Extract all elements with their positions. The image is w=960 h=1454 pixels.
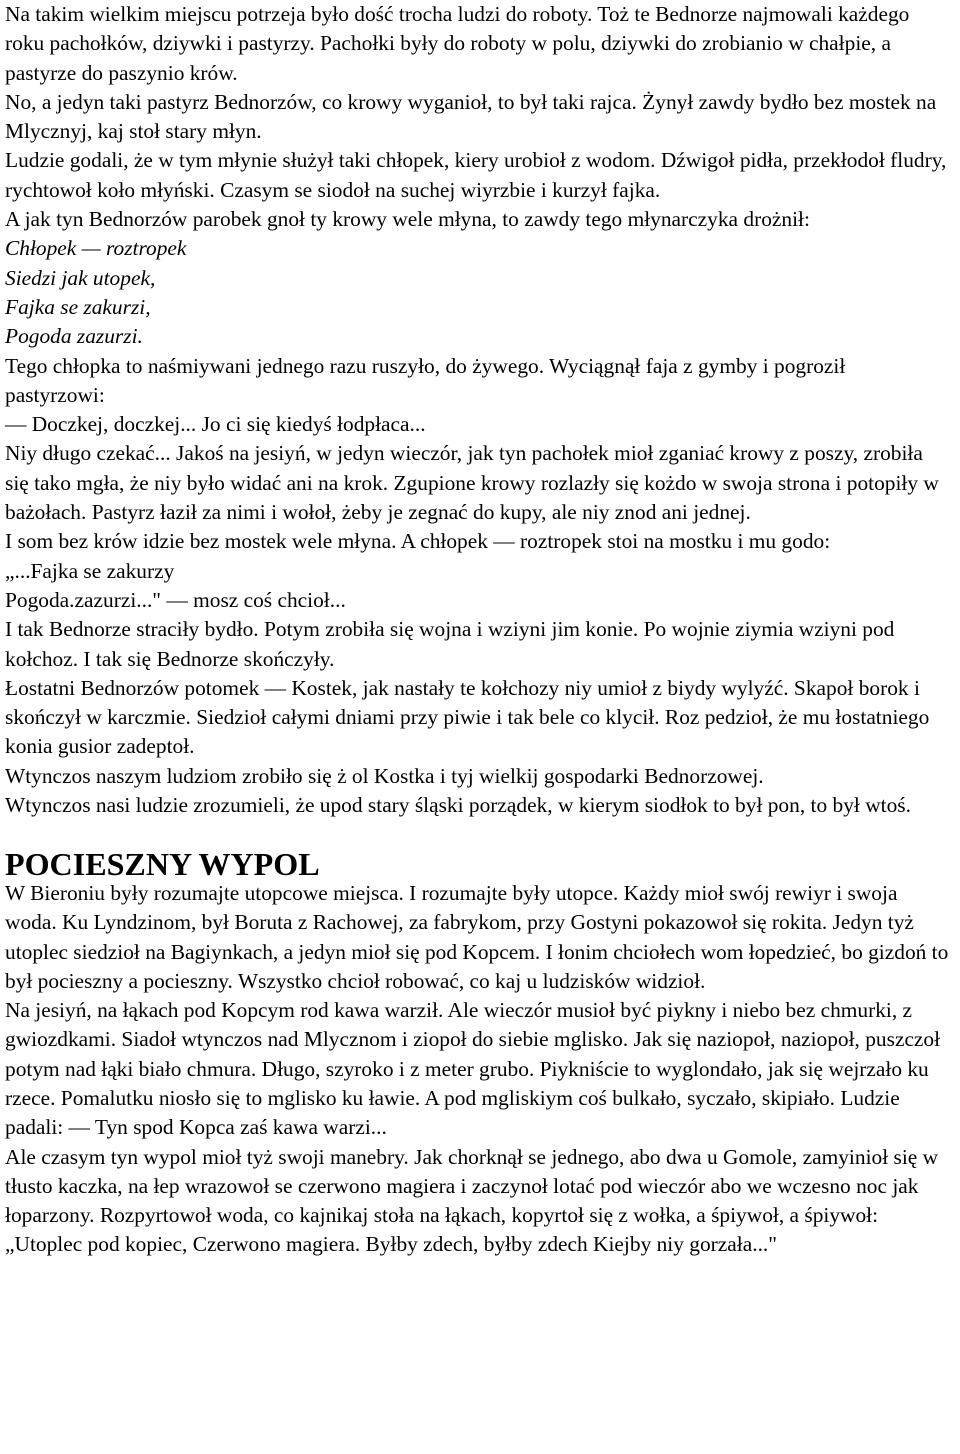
- quote-line: „...Fajka se zakurzy: [5, 558, 175, 583]
- paragraph: I som bez krów idzie bez mostek wele młyna. A chłopek — roztropek stoi na mostku i mu godo:: [5, 529, 831, 554]
- dialogue-line: — Doczkej, doczkej... Jo ci się kiedyś łodpłaca...: [5, 412, 426, 437]
- paragraph: Ludzie godali, że w tym młynie służył taki chłopek, kiery urobioł z wodom. Dźwigoł pidła, przekłodoł fludry, rychtowoł koło młyński. Czasym se siodoł na suchej wiyrzbie i kurzył fajka.: [5, 148, 947, 202]
- paragraph: I tak Bednorze straciły bydło. Potym zrobiła się wojna i wziyni jim konie. Po wojnie ziymia wziyni pod kołchoz. I tak się Bednorze skończyły.: [5, 617, 895, 671]
- verse-line: Fajka se zakurzi,: [5, 294, 151, 319]
- paragraph: Ale czasym tyn wypol mioł tyż swoji manebry. Jak chorknął se jednego, abo dwa u Gomole, zamyinioł się w tłusto kaczka, na łep wrazowoł se czerwono magiera i zaczynoł lotać pod wieczór abo we wczesno noc jak łoparzony. Rozpyrtowoł woda, co kajnikaj stoła na łąkach, kopyrtoł się z wołka, a śpiywoł, a śpiywoł:: [5, 1144, 939, 1228]
- paragraph: Tego chłopka to naśmiywani jednego razu ruszyło, do żywego. Wyciągnął faja z gymby i pogroził pastyrzowi:: [5, 353, 846, 407]
- paragraph: A jak tyn Bednorzów parobek gnoł ty krowy wele młyna, to zawdy tego młynarczyka drożnił:: [5, 207, 810, 232]
- paragraph: Wtynczos nasi ludzie zrozumieli, że upod stary śląski porządek, w kierym siodłok to był pon, to był wtoś.: [5, 793, 911, 818]
- paragraph: Wtynczos naszym ludziom zrobiło się ż ol Kostka i tyj wielkij gospodarki Bednorzowej.: [5, 763, 764, 788]
- paragraph: W Bieroniu były rozumajte utopcowe miejsca. I rozumajte były utopce. Każdy mioł swój rewiyr i swoja woda. Ku Lyndzinom, był Boruta z Rachowej, za fabrykom, przy Gostyni pokazowoł się rokita. Jedyn tyż utoplec siedzioł na Bagiynkach, a jedyn mioł się pod Kopcem. I łonim chciołech wom łopedzieć, bo gizdoń to był pocieszny a pocieszny. Wszystko chcioł robować, co kaj u ludzisków widzioł.: [5, 880, 949, 993]
- paragraph: No, a jedyn taki pastyrz Bednorzów, co krowy wyganioł, to był taki rajca. Żynył zawdy bydło bez mostek na Mlycznyj, kaj stoł stary młyn.: [5, 89, 937, 144]
- paragraph: Niy długo czekać... Jakoś na jesiyń, w jedyn wieczór, jak tyn pachołek mioł zganiać krowy z poszy, zrobiła się tako mgła, że niy było widać ani na krok. Zgupione krowy rozlazły się kożdo w swoja strona i potopiły w bażołach. Pastyrz łaził za nimi i wołoł, żeby je zegnać do kupy, ale niy znod ani jednej.: [5, 441, 939, 525]
- verse-line: Chłopek — roztropek: [5, 236, 187, 261]
- section-heading: POCIESZNY WYPOL: [5, 845, 320, 882]
- quote-line: „Utoplec pod kopiec, Czerwono magiera. Byłby zdech, byłby zdech Kiejby niy gorzała...": [5, 1232, 778, 1257]
- verse-line: Pogoda zazurzi.: [5, 324, 143, 349]
- paragraph: Łostatni Bednorzów potomek — Kostek, jak nastały te kołchozy niy umioł z biydy wylyźć. Skapoł borok i skończył w karczmie. Siedzioł całymi dniami przy piwie i tak bele co klycił. Roz pedzioł, że mu łostatniego konia gusior zadeptoł.: [5, 675, 930, 759]
- paragraph: Na takim wielkim miejscu potrzeja było dość trocha ludzi do roboty. Toż te Bednorze najmowali każdego roku pachołków, dziywki i pastyrzy. Pachołki były do roboty w polu, dziywki do zrobianio w chałpie, a pastyrze do paszynio krów.: [5, 2, 910, 85]
- paragraph: Na jesiyń, na łąkach pod Kopcym rod kawa warził. Ale wieczór musioł być piykny i niebo bez chmurki, z gwiozdkami. Siadoł wtynczos nad Mlycznom i ziopoł do siebie mglisko. Jak się naziopoł, naziopoł, puszczoł potym nad łąki biało chmura. Długo, szyroko i z meter grubo. Piykniście to wyglondało, jak się wejrzało ku rzece. Pomalutku niosło się to mglisko ku ławie. A pod mgliskiym coś bulkało, syczało, skipiało. Ludzie padali: — Tyn spod Kopca zaś kawa warzi...: [5, 998, 941, 1140]
- verse-line: Siedzi jak utopek,: [5, 265, 156, 290]
- quote-line: Pogoda.zazurzi..." — mosz coś chcioł...: [5, 587, 346, 612]
